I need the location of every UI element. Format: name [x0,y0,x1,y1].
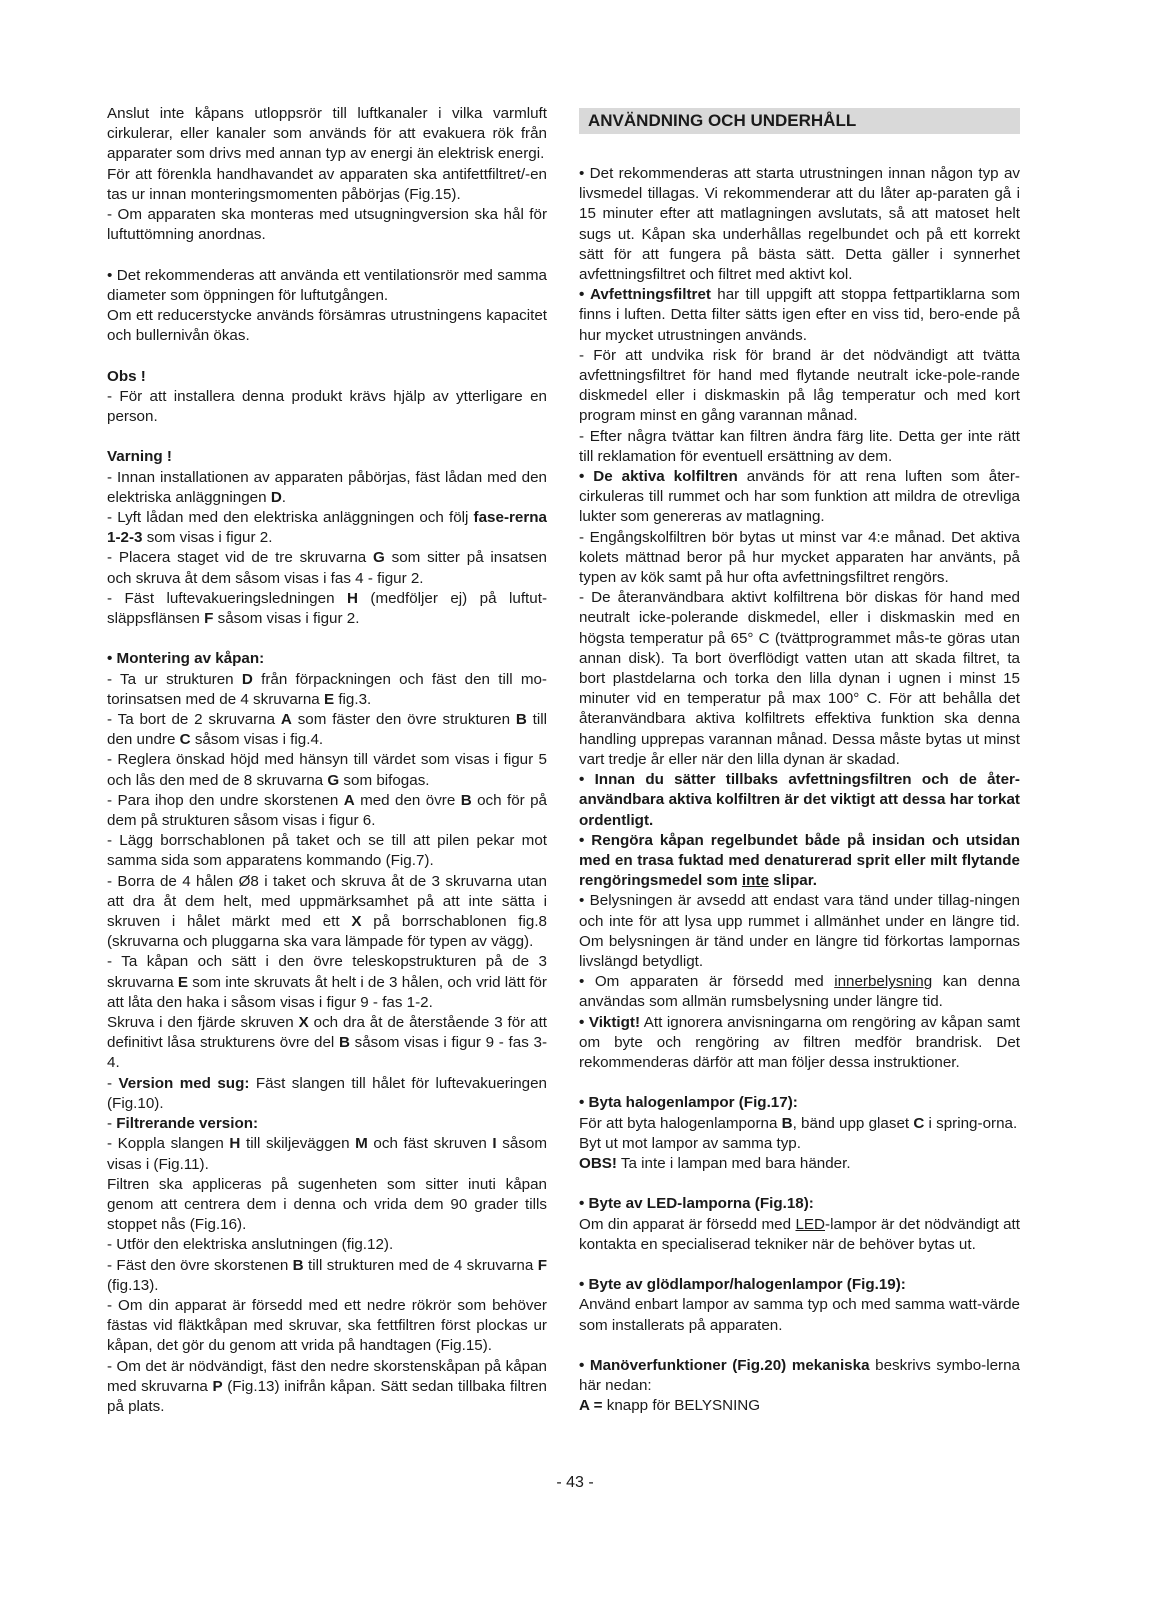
left-m6: - Borra de 4 hålen Ø8 i taket och skruva åt de 3 skruvarna utan att dra åt dem helt, med uppmärksamhet på att inte sätta i skruven i hålet märkt med ett X på borrschablonen fig.8 (skruvarna och pluggarna ska vara lämpade för typen av vägg). [107,872,547,951]
right-p8: • Innan du sätter tillbaks avfettningsfiltren och de åter-användbara aktiva kolfiltren är det viktigt att dessa har torkat ordentligt. [579,771,1020,829]
section-heading: ANVÄNDNING OCH UNDERHÅLL [579,108,1020,134]
left-mount-title: • Montering av kåpan: [107,650,265,668]
page-number: - 43 - [556,1474,594,1491]
left-w3: - Placera staget vid de tre skruvarna G som sitter på insatsen och skruva åt dem såsom visas i fas 4 - figur 2. [107,549,547,587]
paragraph-gap [107,245,547,265]
left-p4: • Det rekommenderas att använda ett ventilationsrör med samma diameter som öppningen för luftutgången. [107,266,547,304]
left-w1: - Innan installationen av apparaten påbörjas, fäst lådan med den elektriska anläggningen D. [107,468,547,506]
left-m11: - Koppla slangen H till skiljeväggen M och fäst skruven I såsom visas i (Fig.11). [107,1135,548,1173]
left-m4: - Para ihop den undre skorstenen A med den övre B och för på dem på strukturen såsom visas i figur 6. [107,791,547,830]
right-p12: • Viktigt! Att ignorera anvisningarna om rengöring av kåpan samt om byte och rengöring av filtren medför brandrisk. Det rekommenderas därför att man följer dessa instruktioner. [579,1013,1021,1071]
right-l1: Om din apparat är försedd med LED-lampor är det nödvändigt att kontakta en specialiserad tekniker när de behöver bytas ut. [579,1215,1020,1253]
right-p11: • Om apparaten är försedd med innerbelysning kan denna användas som allmän rumsbelysning under längre tid. [579,973,1020,1011]
left-m2: - Ta bort de 2 skruvarna A som fäster den övre strukturen B till den undre C såsom visas i fig.4. [107,711,548,749]
paragraph-gap [579,1255,1020,1275]
right-p1: • Det rekommenderas att starta utrustningen innan någon typ av livsmedel tillagas. Vi rekommenderar att du låter ap-paraten gå i 15 minuter efter att matlagningen avslutats, så att matoset helt sugs ut. Kåpan ska underhållas regelbundet och på ett korrekt sätt för att fungera på bästa sätt. Detta gäller i synnerhet avfettningsfiltret och filtret med aktivt kol. [579,165,1020,284]
left-m1: - Ta ur strukturen D från förpackningen och fäst den till mo-torinsatsen med de 4 skruvarna E fig.3. [107,670,547,708]
left-p5: Om ett reducerstycke används försämras utrustningens kapacitet och bullernivån ökas. [107,307,547,345]
right-controls: • Manöverfunktioner (Fig.20) mekaniska beskrivs symbo-lerna här nedan: [579,1356,1020,1395]
left-m15: - Om din apparat är försedd med ett nedre rökrör som behöver fästas vid fläktkåpan med skruvar, ska fettfiltren först plockas ur kåpan, det gör du genom att vrida på handtagen (Fig.15). [107,1296,547,1355]
paragraph-gap [107,427,547,447]
paragraph-gap [107,629,547,649]
left-w4: - Fäst luftevakueringsledningen H (medföljer ej) på luftut-släppsflänsen F såsom visas i figur 2. [107,589,548,628]
right-p2: • Avfettningsfiltret har till uppgift att stoppa fettpartiklarna som finns i luften. Detta filter sätts igen efter en viss tid, bero-ende på hur mycket utrustningen används. [579,286,1020,344]
left-p6: - För att installera denna produkt krävs hjälp av ytterligare en person. [107,387,547,426]
left-p3: - Om apparaten ska monteras med utsugningversion ska hål för luftuttömning anordnas. [107,206,547,244]
right-p3: - För att undvika risk för brand är det nödvändigt att tvätta avfettningsfiltret för hand med flytande neutralt icke-pole-rande diskmedel eller i diskmaskin på låg temperatur och med kort program minst en gång varannan månad. [579,346,1020,425]
right-h2: Byt ut mot lampor av samma typ. [579,1134,801,1152]
left-obs-title: Obs ! [107,367,146,385]
left-w2: - Lyft lådan med den elektriska anläggningen och följ fase-rerna 1-2-3 som visas i figur 2. [107,509,547,547]
paragraph-gap [579,1174,1020,1194]
right-h1: För att byta halogenlamporna B, bänd upp glaset C i spring-orna. [579,1114,1018,1132]
left-p2: För att förenkla handhavandet av apparaten ska antifettfiltret/-en tas ur innan monteringsmomenten påbörjas (Fig.15). [107,165,547,203]
paragraph-gap [579,1073,1020,1093]
left-m7: - Ta kåpan och sätt i den övre teleskopstrukturen på de 3 skruvarna E som inte skruvats åt helt i de 3 hålen, och vrid lätt för att låta den haka i såsom visas i figur 9 - fas 1-2. [107,953,547,1011]
right-p5: • De aktiva kolfiltren används för att rena luften som åter-cirkuleras till rummet och har som funktion att mildra de otrevliga lukter som genereras av matlagning. [579,468,1020,526]
left-warning-title: Varning ! [107,448,172,466]
left-m8: Skruva i den fjärde skruven X och dra åt de återstående 3 för att definitivt låsa strukturens övre del B såsom visas i figur 9 - fas 3-4. [107,1014,548,1072]
left-m16: - Om det är nödvändigt, fäst den nedre skorstenskåpan på kåpan med skruvarna P (Fig.13) inifrån kåpan. Sätt sedan tillbaka filtren på plats. [107,1357,548,1415]
paragraph-gap [579,1336,1020,1356]
left-m10: - Filtrerande version: [107,1115,259,1133]
right-body [579,164,1020,1417]
left-m13: - Utför den elektriska anslutningen (fig.12). [107,1236,394,1254]
left-m9: - Version med sug: Fäst slangen till hålet för luftevakueringen (Fig.10). [107,1074,547,1112]
right-p10: • Belysningen är avsedd att endast vara tänd under tillag-ningen och inte för att lysa upp rummet i allmänhet under en längre tid. Om belysningen är tänd under en längre tid förkortas lampornas livslängd betydligt. [579,892,1020,970]
left-p1: Anslut inte kåpans utloppsrör till luftkanaler i vilka varmluft cirkulerar, eller kanaler som används för att evakuera rök från apparater som drivs med annan typ av energi än elektrisk energi. [107,105,547,163]
right-h3: OBS! Ta inte i lampan med bara händer. [579,1154,851,1172]
right-column [579,104,1020,1417]
right-a: A = knapp för BELYSNING [579,1397,761,1415]
right-bulb-title: • Byte av glödlampor/halogenlampor (Fig.19): [579,1276,906,1294]
right-g1: Använd enbart lampor av samma typ och med samma watt-värde som installerats på apparaten. [579,1296,1020,1334]
right-p4: - Efter några tvättar kan filtren ändra färg lite. Detta ger inte rätt till reklamation för eventuell ersättning av dem. [579,427,1020,465]
right-p6: - Engångskolfiltren bör bytas ut minst var 4:e månad. Det aktiva kolets mättnad beror på hur mycket apparaten har använts, på typen av kök samt på hur ofta avfettningsfiltret rengörs. [579,528,1020,587]
right-halogen-title: • Byta halogenlampor (Fig.17): [579,1094,798,1112]
left-m12: Filtren ska appliceras på sugenheten som sitter inuti kåpan genom att centrera dem i denna och vrida dem 90 grader tills stoppet nås (Fig.16). [107,1175,547,1234]
right-led-title: • Byte av LED-lamporna (Fig.18): [579,1195,814,1213]
right-p7: - De återanvändbara aktivt kolfiltrena bör diskas för hand med neutralt icke-polerande diskmedel, eller i diskmaskin med en högsta temperatur på 65° C (tvättprogrammet mås-te göras utan annan disk). Ta bort överflödigt vatten utan att skada filtret, ta bort plastdelarna och torka den lilla dynan i ugnen i minst 15 minuter vid en temperatur på max 100° C. För att behålla det återanvändbara aktiva kolfiltrets effektiva funktion ska denna handling upprepas varannan månad. Dessa måste bytas ut minst vart tredje år eller när den lilla dynan är skadad. [579,589,1020,768]
left-m5: - Lägg borrschablonen på taket och se till att pilen pekar mot samma sida som apparatens kommando (Fig.7). [107,832,547,870]
left-column [107,104,547,1417]
paragraph-gap [107,346,547,366]
right-p9: • Rengöra kåpan regelbundet både på insidan och utsidan med en trasa fuktad med denaturerad sprit eller milt flytande rengöringsmedel som inte slipar. [579,831,1020,890]
left-m14: - Fäst den övre skorstenen B till strukturen med de 4 skruvarna F (fig.13). [107,1256,547,1294]
left-m3: - Reglera önskad höjd med hänsyn till värdet som visas i figur 5 och lås den med de 8 skruvarna G som bifogas. [107,751,547,789]
